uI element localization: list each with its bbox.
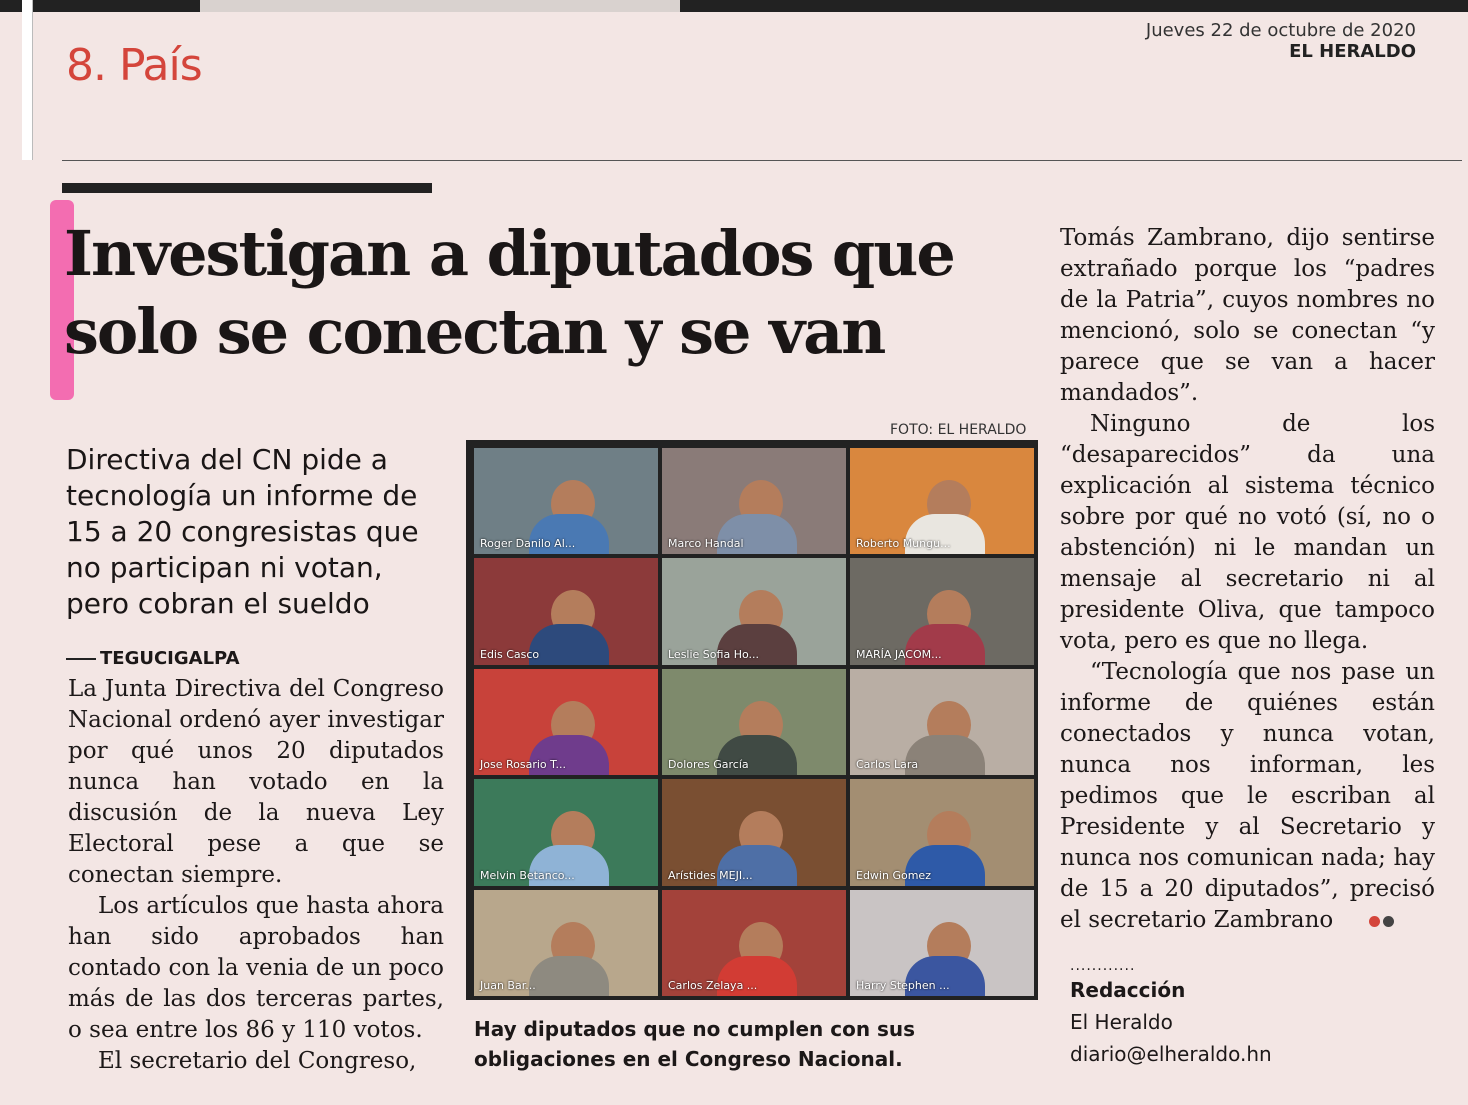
paragraph: Los artículos que hasta ahora han sido aprobados han contado con la venia de un poco más de las dos terceras partes, o sea entre los 86 y 110 votos. [68, 893, 444, 1043]
participant-tile [474, 669, 658, 775]
participant-name: Dolores García [668, 758, 749, 772]
participant-name: MARÍA JACOM... [856, 647, 942, 661]
photo-credit: FOTO: EL HERALDO [890, 422, 1027, 438]
video-call-photo [466, 440, 1038, 1000]
deck-subheading: Directiva del CN pide a tecnología un informe de 15 a 20 congresistas que no participan ni votan, pero cobran el sueldo [66, 443, 419, 620]
participant-name: Arístides MEJI... [668, 868, 753, 882]
participant-tile [850, 669, 1034, 775]
publication-name: EL HERALDO [1289, 41, 1416, 62]
byline-label: Redacción [1070, 978, 1186, 1002]
participant-tile [662, 890, 846, 996]
dateline: TEGUCIGALPA [66, 648, 240, 669]
participant-tile [474, 558, 658, 664]
header-rule [62, 160, 1462, 161]
participant-name: Melvin Betanco... [480, 868, 575, 882]
participant-name: Edis Casco [480, 647, 540, 661]
article-column-3 [1060, 223, 1435, 936]
scan-left-edge [22, 0, 33, 160]
headline-line-2: solo se conectan y se van [64, 295, 885, 368]
section-title: 8. País [66, 40, 202, 91]
byline-outlet: El Heraldo [1070, 1010, 1173, 1034]
participant-tile [474, 890, 658, 996]
participant-body [529, 624, 609, 664]
participant-tile [474, 448, 658, 554]
paragraph: Tomás Zambrano, dijo sentirse extrañado porque los “padres de la Patria”, cuyos nombres no mencionó, solo se conectan “y parece que se van a hacer mandados”. [1060, 225, 1435, 406]
participant-tile [850, 558, 1034, 664]
photo-caption: Hay diputados que no cumplen con sus obligaciones en el Congreso Nacional. [474, 1017, 916, 1071]
participant-grid [474, 448, 1034, 996]
participant-tile [850, 890, 1034, 996]
participant-tile [850, 448, 1034, 554]
headline-line-1: Investigan a diputados que [64, 217, 954, 290]
byline-separator: ............ [1070, 958, 1136, 974]
participant-name: Marco Handal [668, 537, 744, 551]
byline [1070, 958, 1272, 1070]
participant-name: Harry Stephen ... [856, 979, 950, 992]
issue-date: Jueves 22 de octubre de 2020 [1145, 20, 1416, 41]
participant-body [529, 956, 609, 996]
paragraph: “Tecnología que nos pase un informe de quiénes están conectados y nunca votan, nunca nos informan, les pedimos que le escriban al Presidente y al Secretario y nunca nos comunican nada; hay de 15 a 20 diputados”, precisó el secretario Zambrano [1060, 657, 1435, 936]
paragraph: Ninguno de los “desaparecidos” da una explicación al sistema técnico sobre por qué no votó (sí, no o abstención) ni le mandan un mensaje al secretario ni al presidente Oliva, que tampoco vota, pero es que no llega. [1060, 411, 1435, 654]
participant-name: Juan Bar... [480, 979, 536, 992]
participant-name: Jose Rosario T... [480, 758, 567, 772]
participant-name: Edwin Gomez [856, 868, 931, 882]
scan-top-border [0, 0, 1468, 12]
headline-bar [62, 183, 432, 193]
participant-tile [850, 779, 1034, 885]
participant-name: Roger Danilo Al... [480, 537, 576, 551]
participant-tile [662, 669, 846, 775]
paragraph: El secretario del Congreso, [98, 1048, 417, 1074]
participant-tile [662, 448, 846, 554]
participant-tile [662, 558, 846, 664]
paragraph: La Junta Directiva del Congreso Nacional ordenó ayer investigar por qué unos 20 diputados nunca han votado en la discusión de la nueva Ley Electoral pese a que se conectan siempre. [68, 676, 444, 888]
participant-tile [662, 779, 846, 885]
end-of-article-dots [1339, 905, 1397, 936]
headline [64, 215, 1024, 371]
byline-email: diario@elheraldo.hn [1070, 1042, 1272, 1066]
participant-name: Carlos Lara [856, 758, 919, 772]
article-column-1 [68, 674, 444, 1077]
participant-name: Carlos Zelaya ... [668, 979, 758, 992]
masthead [1146, 20, 1416, 62]
participant-name: Leslie Sofia Ho... [668, 647, 759, 661]
participant-name: Roberto Mungu... [856, 537, 951, 551]
participant-tile [474, 779, 658, 885]
